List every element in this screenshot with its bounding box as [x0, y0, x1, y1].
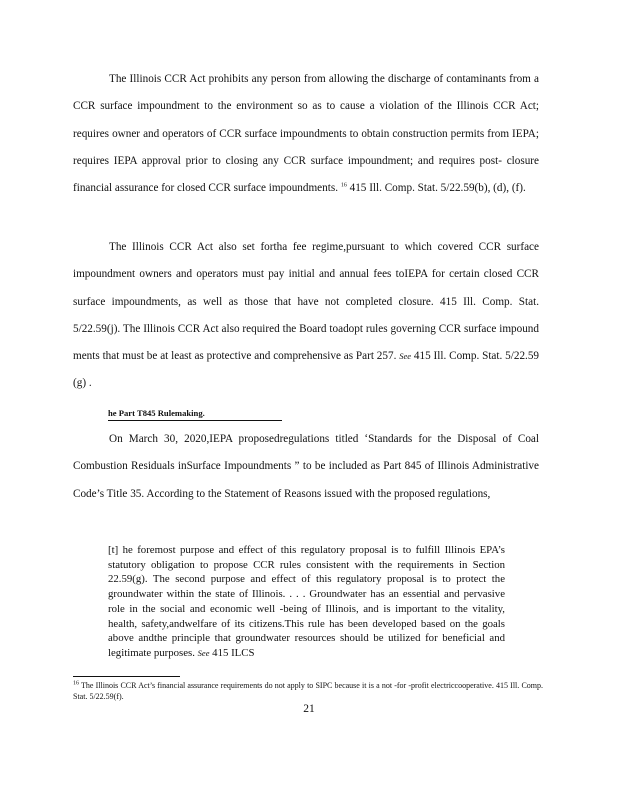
citation: 415 Ill. Comp. Stat. 5/22.59(b), (d), (f). — [346, 182, 526, 195]
paragraph-fee-regime — [73, 234, 539, 398]
paragraph-part-845-proposal — [73, 426, 539, 508]
citation: 415 ILCS — [209, 646, 255, 659]
footnote-number: 16 — [73, 680, 79, 687]
page-number: 21 — [303, 703, 315, 715]
footnote — [73, 681, 543, 702]
section-heading: he Part T845 Rulemaking. — [108, 406, 282, 421]
citation: 415 Ill. Comp. Stat. 5/22.59 (g) . — [73, 350, 540, 390]
paragraph-text: The Illinois CCR Act also set fortha fee regime,pursuant to which covered CCR surface impoundment owners and operators must pay initial and annual fees toIEPA for certain closed CCR surface impoundments, as well as those that have not completed closure. 415 Ill. Comp. Stat. 5/22.59(j). The Illinois CCR Act also required the Board toadopt rules governing CCR surface impound ments that must be at least as protective and comprehensive as Part 257. — [73, 241, 539, 363]
quote-text: [t] he foremost purpose and effect of this regulatory proposal is to fulfill Illinois EPA’s statutory obligation to propose CCR rules consistent with the requirements in Section 22.59(g). The second purpose and effect of this regulatory proposal is to protect the groundwater within the state of Illinois. . . . Groundwater has an essential and pervasive role in the social and economic well -being of Illinois, and is important to the vitality, health, safety,andwelfare of its citizens.This rule has been developed based on the goals above andthe principle that groundwater resources should be utilized for beneficial and legitimate purposes. — [108, 544, 505, 659]
citation-signal: See — [399, 351, 412, 362]
footnote-reference: 16 — [340, 182, 347, 189]
paragraph-text: On March 30, 2020,IEPA proposedregulations titled ‘Standards for the Disposal of Coal Combustion Residuals inSurface Impoundments ” to be included as Part 845 of Illinois Administrative Code’s Title 35. According to the Statement of Reasons issued with the proposed regulations, — [73, 433, 539, 500]
paragraph-ccr-act-prohibitions — [73, 66, 539, 202]
paragraph-text: The Illinois CCR Act prohibits any person from allowing the discharge of contaminants from a CCR surface impoundment to the environment so as to cause a violation of the Illinois CCR Act; requires owner and operators of CCR surface impoundments to obtain construction permits from IEPA; requires IEPA approval prior to closing any CCR surface impoundment; and requires post- closure financial assurance for closed CCR surface impoundments. — [73, 73, 539, 195]
footnote-text: The Illinois CCR Act’s financial assurance requirements do not apply to SIPC because it is a not -for -profit electriccooperative. 415 Ill. Comp. Stat. 5/22.59(f). — [73, 681, 543, 701]
footnote-divider — [73, 676, 180, 677]
block-quote — [108, 543, 505, 661]
citation-signal: See — [197, 647, 210, 658]
